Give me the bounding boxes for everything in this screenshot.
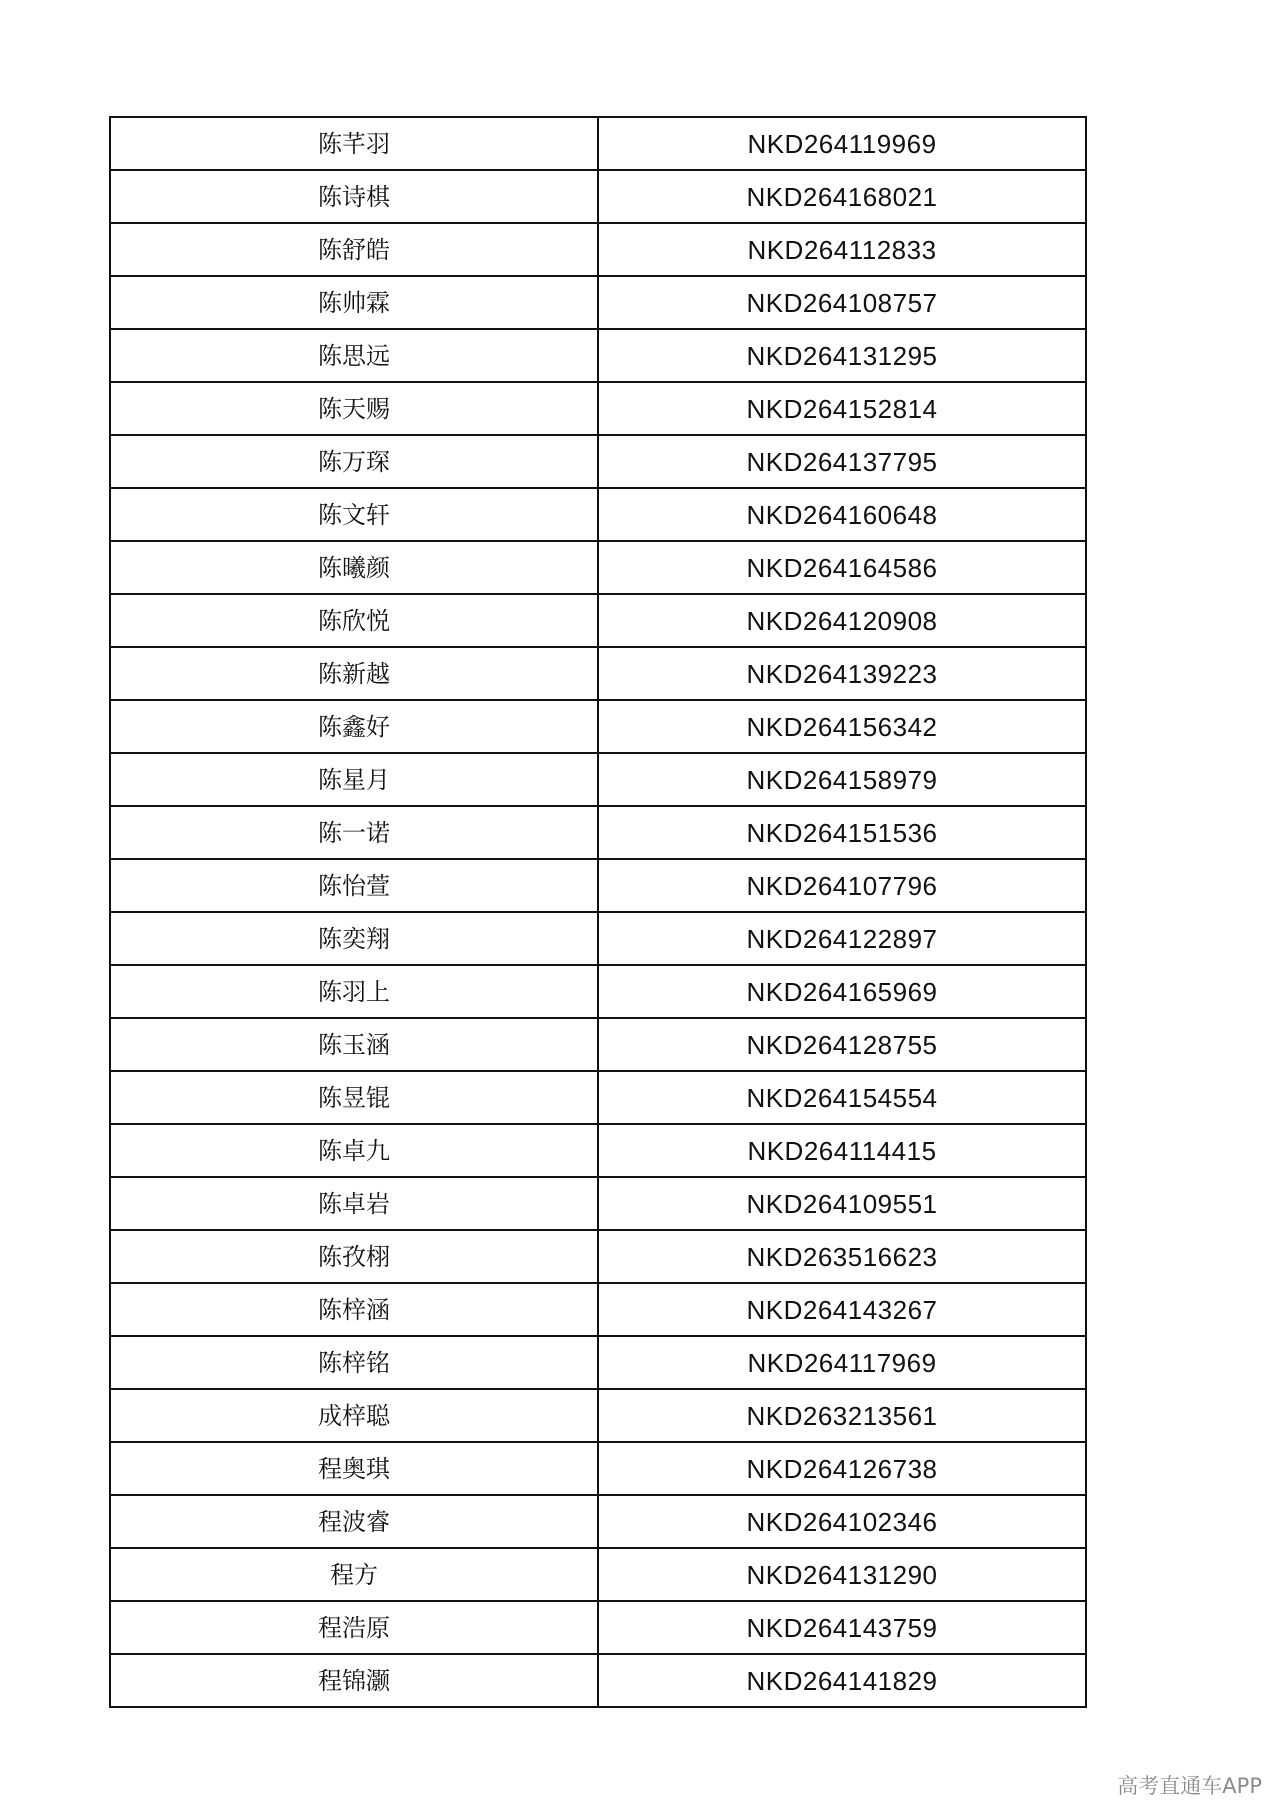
registration-id-cell: NKD264126738 (598, 1442, 1086, 1495)
table-row (110, 1071, 1086, 1124)
registration-id-cell: NKD264143759 (598, 1601, 1086, 1654)
student-name-cell: 陈鑫好 (110, 700, 598, 753)
table-row (110, 965, 1086, 1018)
registration-id-cell: NKD264168021 (598, 170, 1086, 223)
table-row (110, 1548, 1086, 1601)
table-row (110, 541, 1086, 594)
registration-id-cell: NKD264131295 (598, 329, 1086, 382)
table-row (110, 700, 1086, 753)
student-name-cell: 陈羽上 (110, 965, 598, 1018)
student-name-cell: 陈曦颜 (110, 541, 598, 594)
registration-id-cell: NKD264120908 (598, 594, 1086, 647)
registration-id-cell: NKD264131290 (598, 1548, 1086, 1601)
student-name-cell: 陈万琛 (110, 435, 598, 488)
student-name-cell: 陈天赐 (110, 382, 598, 435)
registration-id-cell: NKD264152814 (598, 382, 1086, 435)
student-name-cell: 陈一诺 (110, 806, 598, 859)
table-row (110, 806, 1086, 859)
table-row (110, 488, 1086, 541)
table-row (110, 912, 1086, 965)
student-name-cell: 陈新越 (110, 647, 598, 700)
table-row (110, 329, 1086, 382)
registration-id-cell: NKD264122897 (598, 912, 1086, 965)
registration-id-cell: NKD264156342 (598, 700, 1086, 753)
table-row (110, 435, 1086, 488)
registration-id-cell: NKD264117969 (598, 1336, 1086, 1389)
student-name-cell: 陈帅霖 (110, 276, 598, 329)
registration-id-cell: NKD264109551 (598, 1177, 1086, 1230)
registration-id-cell: NKD264102346 (598, 1495, 1086, 1548)
registration-id-cell: NKD264137795 (598, 435, 1086, 488)
table-row (110, 1124, 1086, 1177)
student-name-cell: 陈芊羽 (110, 117, 598, 170)
table-row (110, 117, 1086, 170)
student-name-cell: 陈梓铭 (110, 1336, 598, 1389)
table-row (110, 1442, 1086, 1495)
table-row (110, 1389, 1086, 1442)
registration-id-cell: NKD264108757 (598, 276, 1086, 329)
table-row (110, 1177, 1086, 1230)
student-name-cell: 程方 (110, 1548, 598, 1601)
registration-id-cell: NKD264151536 (598, 806, 1086, 859)
registration-id-cell: NKD264128755 (598, 1018, 1086, 1071)
table-row (110, 223, 1086, 276)
table-row (110, 276, 1086, 329)
student-name-cell: 陈奕翔 (110, 912, 598, 965)
student-name-cell: 陈怡萱 (110, 859, 598, 912)
table-row (110, 382, 1086, 435)
registration-id-cell: NKD264154554 (598, 1071, 1086, 1124)
student-name-cell: 程锦灏 (110, 1654, 598, 1707)
student-name-cell: 陈昱锟 (110, 1071, 598, 1124)
table-row (110, 1336, 1086, 1389)
student-name-cell: 陈诗棋 (110, 170, 598, 223)
table-row (110, 1654, 1086, 1707)
watermark: 高考直通车APP (1117, 1774, 1262, 1798)
roster-table-body (110, 117, 1086, 1707)
registration-id-cell: NKD264139223 (598, 647, 1086, 700)
registration-id-cell: NKD264158979 (598, 753, 1086, 806)
registration-id-cell: NKD264119969 (598, 117, 1086, 170)
student-name-cell: 陈孜栩 (110, 1230, 598, 1283)
registration-id-cell: NKD264143267 (598, 1283, 1086, 1336)
table-row (110, 170, 1086, 223)
table-row (110, 1601, 1086, 1654)
student-name-cell: 陈梓涵 (110, 1283, 598, 1336)
student-name-cell: 程浩原 (110, 1601, 598, 1654)
registration-id-cell: NKD264107796 (598, 859, 1086, 912)
student-name-cell: 陈文轩 (110, 488, 598, 541)
student-name-cell: 陈玉涵 (110, 1018, 598, 1071)
registration-id-cell: NKD264165969 (598, 965, 1086, 1018)
registration-id-cell: NKD264164586 (598, 541, 1086, 594)
table-row (110, 594, 1086, 647)
registration-id-cell: NKD264112833 (598, 223, 1086, 276)
student-name-cell: 陈卓岩 (110, 1177, 598, 1230)
student-name-cell: 陈舒皓 (110, 223, 598, 276)
table-row (110, 753, 1086, 806)
table-row (110, 647, 1086, 700)
student-name-cell: 陈欣悦 (110, 594, 598, 647)
student-name-cell: 程波睿 (110, 1495, 598, 1548)
student-name-cell: 陈星月 (110, 753, 598, 806)
table-row (110, 1283, 1086, 1336)
registration-id-cell: NKD263213561 (598, 1389, 1086, 1442)
table-row (110, 859, 1086, 912)
registration-id-cell: NKD263516623 (598, 1230, 1086, 1283)
registration-id-cell: NKD264160648 (598, 488, 1086, 541)
student-name-cell: 陈思远 (110, 329, 598, 382)
registration-id-cell: NKD264114415 (598, 1124, 1086, 1177)
table-row (110, 1018, 1086, 1071)
student-name-cell: 程奥琪 (110, 1442, 598, 1495)
table-row (110, 1230, 1086, 1283)
student-name-cell: 成梓聪 (110, 1389, 598, 1442)
registration-id-cell: NKD264141829 (598, 1654, 1086, 1707)
table-row (110, 1495, 1086, 1548)
roster-table (109, 116, 1087, 1708)
student-name-cell: 陈卓九 (110, 1124, 598, 1177)
